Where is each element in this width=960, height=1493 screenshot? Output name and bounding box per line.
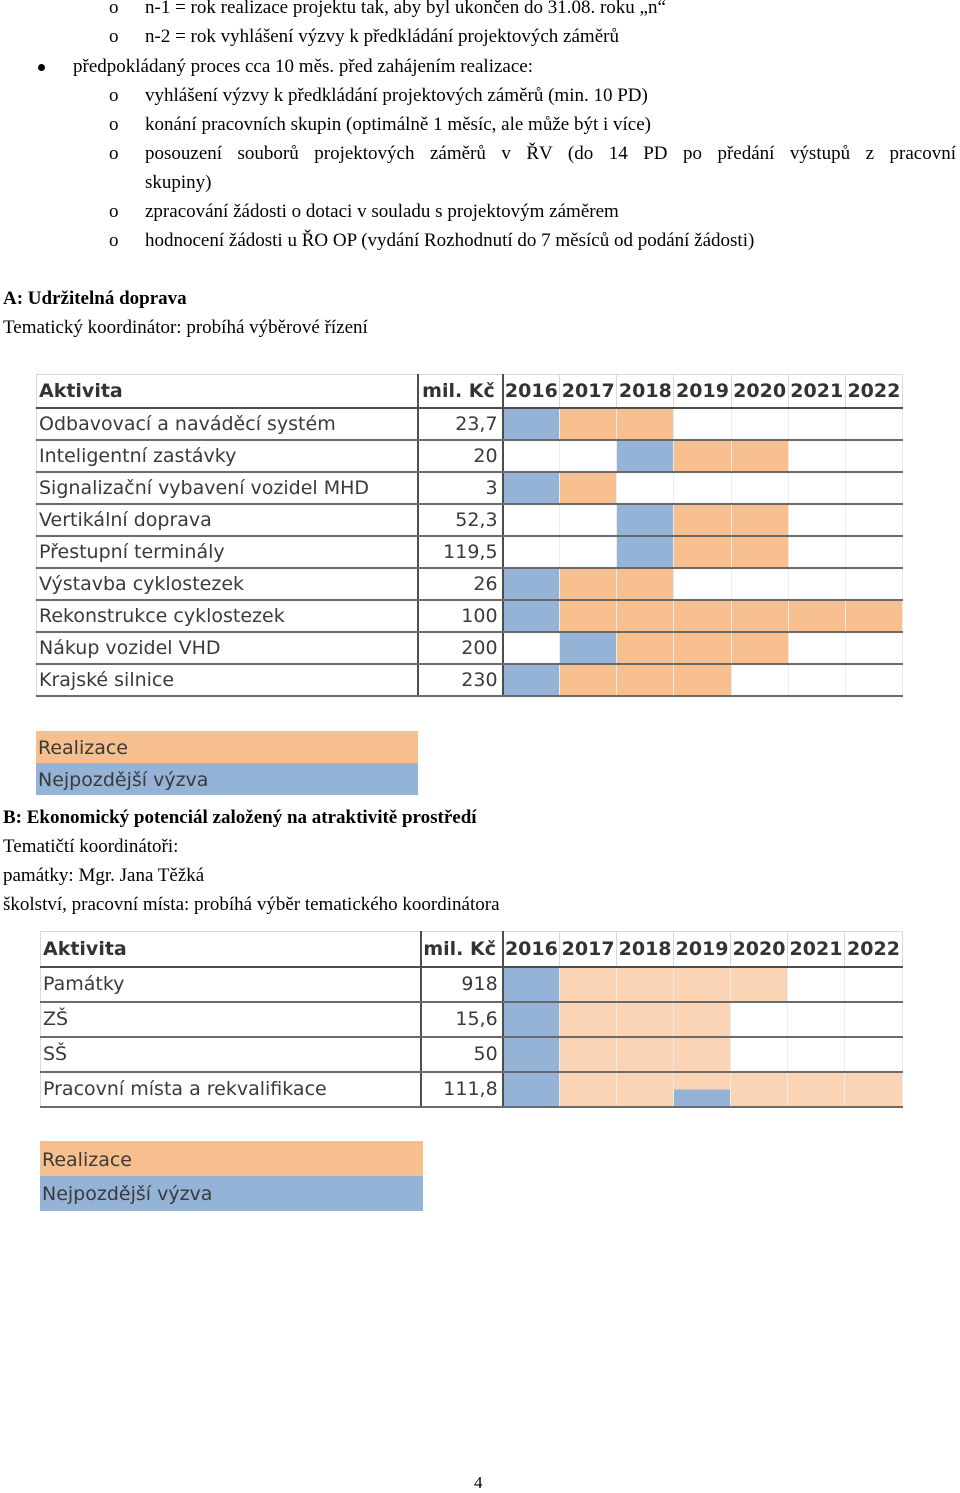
header-amount: mil. Kč [418,375,502,408]
activity-label: Výstavba cyklostezek [37,568,419,600]
timeline-cell [560,504,617,536]
timeline-cell [788,967,845,1002]
timeline-cell [788,632,845,664]
timeline-cell [731,632,788,664]
timeline-cell [731,967,788,1002]
header-year: 2018 [617,375,674,408]
activity-label: Krajské silnice [37,664,419,696]
list-marker: o [109,143,119,164]
list-item: konání pracovních skupin (optimálně 1 měsíc, ale může být i více) [145,114,651,135]
timeline-cell [788,1037,845,1072]
timeline-cell [674,536,731,568]
amount-cell: 100 [418,600,502,632]
timeline-cell [560,408,617,440]
timeline-cell [503,1002,560,1037]
timeline-cell [731,568,788,600]
list-item: posouzení souborů projektových záměrů v ŘV (do 14 PD po předání výstupů z pracovní [145,143,956,164]
timeline-cell [788,536,845,568]
timeline-cell [731,1037,788,1072]
timeline-cell [845,632,902,664]
header-year: 2022 [845,375,902,408]
timeline-cell [617,568,674,600]
timeline-cell [845,600,902,632]
timeline-cell [503,600,560,632]
timeline-cell [731,1072,788,1107]
header-year: 2017 [560,375,617,408]
timeline-cell [844,1002,902,1037]
timeline-cell [560,632,617,664]
timeline-cell [788,408,845,440]
timeline-cell [617,1072,674,1107]
timeline-cell [503,967,560,1002]
timeline-cell [674,600,731,632]
list-marker: o [109,85,119,106]
section-b-pamatky: památky: Mgr. Jana Těžká [3,865,205,886]
legend-vyzva: Nejpozdější výzva [40,1176,423,1211]
legend-realizace: Realizace [40,1141,423,1176]
timeline-cell [503,408,560,440]
timeline-cell [731,472,788,504]
amount-cell: 111,8 [421,1072,503,1107]
activity-label: Inteligentní zastávky [37,440,419,472]
activity-label: Přestupní terminály [37,536,419,568]
amount-cell: 230 [418,664,502,696]
activity-label: Vertikální doprava [37,504,419,536]
header-year: 2018 [617,932,674,967]
list-marker: o [109,230,119,251]
timeline-cell [503,536,560,568]
timeline-cell [788,472,845,504]
timeline-cell [560,967,617,1002]
list-marker: o [109,26,119,47]
list-marker: o [109,201,119,222]
legend-realizace: Realizace [36,731,418,763]
list-marker: o [109,114,119,135]
table-row [37,632,903,664]
table-header-row [37,375,903,408]
table-header-row [41,932,903,967]
header-year: 2021 [788,375,845,408]
table-row [37,408,903,440]
timeline-cell [788,1002,845,1037]
timeline-cell [731,440,788,472]
list-marker: o [109,0,119,18]
timeline-cell [731,664,788,696]
timeline-cell [617,504,674,536]
header-activity: Aktivita [41,932,421,967]
activity-label: Rekonstrukce cyklostezek [37,600,419,632]
activity-label: Signalizační vybavení vozidel MHD [37,472,419,504]
timeline-cell [617,472,674,504]
timeline-cell [560,440,617,472]
timeline-cell [731,1002,788,1037]
legend-a [36,731,418,795]
header-year: 2019 [674,932,731,967]
timeline-cell [503,1037,560,1072]
bullet-icon [38,64,45,71]
table-row [37,504,903,536]
list-item: n-2 = rok vyhlášení výzvy k předkládání projektových záměrů [145,26,619,47]
list-item: vyhlášení výzvy k předkládání projektových záměrů (min. 10 PD) [145,85,648,106]
gantt-table-a [36,374,903,697]
timeline-cell [731,504,788,536]
timeline-cell [845,472,902,504]
timeline-cell [617,536,674,568]
activity-label: Památky [41,967,421,1002]
section-b-coordinators: Tematičtí koordinátoři: [3,836,179,857]
header-amount: mil. Kč [421,932,503,967]
timeline-cell [503,504,560,536]
amount-cell: 20 [418,440,502,472]
timeline-cell [674,1037,731,1072]
timeline-cell [845,568,902,600]
timeline-cell [731,600,788,632]
timeline-cell [503,472,560,504]
timeline-cell [503,1072,560,1107]
section-a-heading: A: Udržitelná doprava [3,288,187,309]
header-activity: Aktivita [37,375,419,408]
amount-cell: 26 [418,568,502,600]
amount-cell: 119,5 [418,536,502,568]
amount-cell: 918 [421,967,503,1002]
timeline-cell [617,600,674,632]
table-row [41,1037,903,1072]
header-year: 2020 [731,932,788,967]
table-row [37,600,903,632]
table-row [37,440,903,472]
timeline-cell [674,472,731,504]
timeline-cell [617,1002,674,1037]
header-year: 2020 [731,375,788,408]
timeline-cell [674,664,731,696]
timeline-cell [560,472,617,504]
amount-cell: 200 [418,632,502,664]
timeline-cell [560,600,617,632]
timeline-cell [674,568,731,600]
activity-label: Nákup vozidel VHD [37,632,419,664]
timeline-cell [788,568,845,600]
amount-cell: 15,6 [421,1002,503,1037]
activity-label: ZŠ [41,1002,421,1037]
activity-label: Pracovní místa a rekvalifikace [41,1072,421,1107]
list-item: hodnocení žádosti u ŘO OP (vydání Rozhodnutí do 7 měsíců od podání žádosti) [145,230,755,251]
timeline-cell [788,664,845,696]
header-year: 2016 [503,375,560,408]
timeline-cell [845,664,902,696]
table-row [37,472,903,504]
list-item: n-1 = rok realizace projektu tak, aby byl ukončen do 31.08. roku „n“ [145,0,666,18]
timeline-cell [844,967,902,1002]
timeline-cell [788,504,845,536]
timeline-cell [617,408,674,440]
timeline-cell [845,408,902,440]
timeline-cell [731,536,788,568]
amount-cell: 3 [418,472,502,504]
timeline-cell [844,1037,902,1072]
timeline-cell [617,967,674,1002]
activity-label: SŠ [41,1037,421,1072]
list-item-continued: skupiny) [145,172,212,193]
timeline-cell [731,408,788,440]
timeline-cell [674,967,731,1002]
timeline-cell [560,664,617,696]
timeline-cell [788,1072,845,1107]
header-year: 2021 [788,932,845,967]
header-year: 2019 [674,375,731,408]
table-row [41,1002,903,1037]
timeline-cell [674,1072,731,1107]
timeline-cell [845,440,902,472]
header-year: 2022 [844,932,902,967]
table-row [41,1072,903,1107]
table-row [37,664,903,696]
header-year: 2017 [560,932,617,967]
amount-cell: 23,7 [418,408,502,440]
table-row [37,536,903,568]
timeline-cell [560,536,617,568]
table-row [41,967,903,1002]
amount-cell: 52,3 [418,504,502,536]
timeline-cell [560,1072,617,1107]
timeline-cell [788,440,845,472]
table-row [37,568,903,600]
timeline-cell [560,1037,617,1072]
timeline-cell [674,632,731,664]
timeline-cell [844,1072,902,1107]
timeline-cell [845,504,902,536]
legend-b [40,1141,423,1211]
legend-vyzva: Nejpozdější výzva [36,763,418,795]
list-item: zpracování žádosti o dotaci v souladu s projektovým záměrem [145,201,619,222]
timeline-cell [560,568,617,600]
timeline-cell [617,632,674,664]
amount-cell: 50 [421,1037,503,1072]
timeline-cell [617,1037,674,1072]
gantt-table-b [40,931,903,1108]
page-number: 4 [474,1473,483,1492]
timeline-cell [845,536,902,568]
timeline-cell [503,632,560,664]
activity-label: Odbavovací a naváděcí systém [37,408,419,440]
timeline-cell [674,440,731,472]
timeline-cell [674,504,731,536]
list-item: předpokládaný proces cca 10 měs. před zahájením realizace: [73,56,533,77]
timeline-cell [503,568,560,600]
timeline-cell [503,440,560,472]
header-year: 2016 [503,932,560,967]
timeline-cell [788,600,845,632]
timeline-cell [674,1002,731,1037]
section-b-heading: B: Ekonomický potenciál založený na atraktivitě prostředí [3,807,477,828]
section-b-skolstvi: školství, pracovní místa: probíhá výběr tematického koordinátora [3,894,500,915]
timeline-cell [617,664,674,696]
section-a-coordinator: Tematický koordinátor: probíhá výběrové řízení [3,317,368,338]
timeline-cell [503,664,560,696]
timeline-cell [674,408,731,440]
timeline-cell [617,440,674,472]
timeline-cell [560,1002,617,1037]
